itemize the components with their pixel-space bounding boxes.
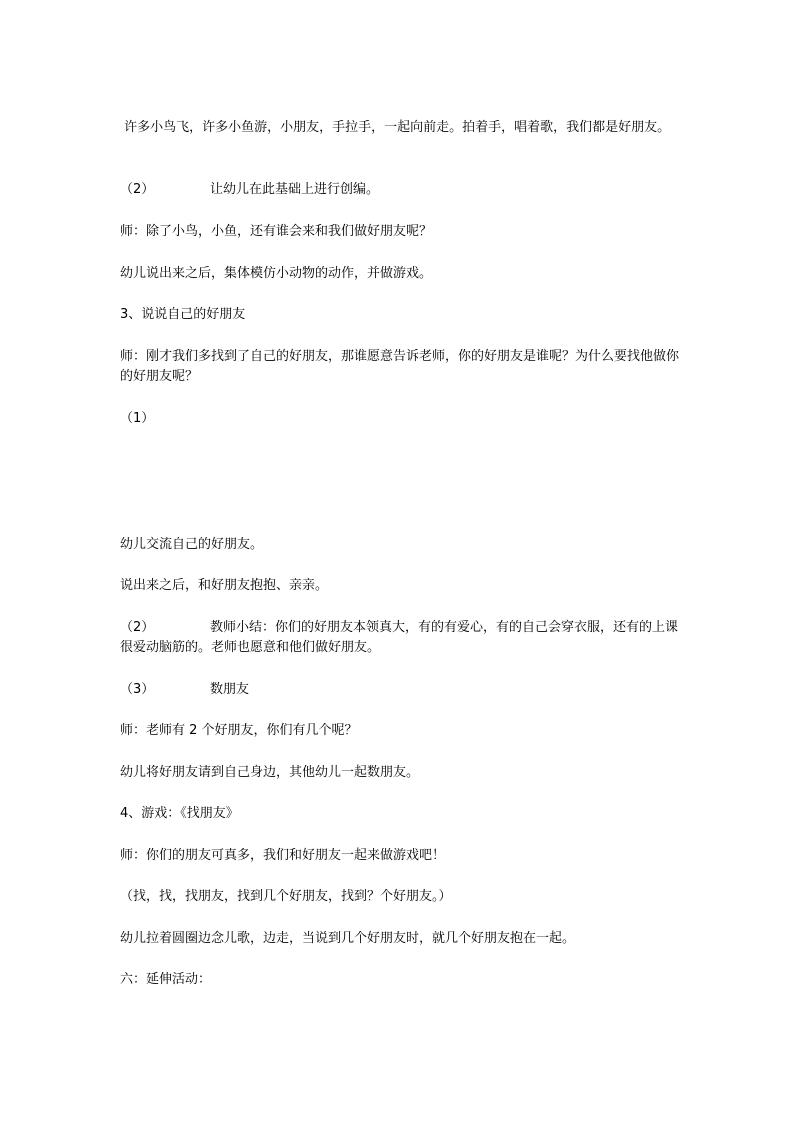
paragraph-children-imitate: 幼儿说出来之后，集体模仿小动物的动作，并做游戏。	[120, 266, 433, 281]
paragraph-song-find-friends: （找，找，找朋友，找到几个好朋友，找到？个好朋友。）	[120, 889, 452, 904]
section-heading-6: 六：延伸活动：	[120, 972, 212, 987]
paragraph-hug: 说出来之后，和好朋友抱抱、亲亲。	[120, 578, 329, 593]
item-text: 教师小结：你们的好朋友本领真大，有的有爱心，有的自己会穿衣服，还有的上课很爱动脑筋的。老师也愿意和他们做好朋友。	[120, 620, 679, 655]
item-number: （3）	[120, 682, 155, 697]
paragraph-teacher-question-2: 师：刚才我们多找到了自己的好朋友，那谁愿意告诉老师，你的好朋友是谁呢？为什么要找他做你的好朋友呢？	[120, 349, 680, 384]
paragraph-step-2-summary	[120, 618, 680, 658]
paragraph-step-2-create	[120, 180, 680, 200]
paragraph-song-lyrics: 许多小鸟飞，许多小鱼游，小朋友，手拉手，一起向前走。拍着手，唱着歌，我们都是好朋友。	[120, 120, 671, 135]
item-number: （2）	[120, 620, 155, 635]
paragraph-game-rules: 幼儿拉着圆圈边念儿歌，边走，当说到几个好朋友时，就几个好朋友抱在一起。	[120, 931, 576, 946]
paragraph-teacher-question-1: 师：除了小鸟，小鱼，还有谁会来和我们做好朋友呢？	[120, 224, 433, 239]
paragraph-teacher-question-3: 师：老师有 2 个好朋友，你们有几个呢？	[120, 723, 358, 738]
paragraph-step-3-count	[120, 680, 680, 700]
paragraph-item-1: （1）	[120, 411, 155, 426]
section-heading-3: 3、说说自己的好朋友	[120, 307, 246, 322]
paragraph-children-count: 幼儿将好朋友请到自己身边，其他幼儿一起数朋友。	[120, 765, 420, 780]
paragraph-teacher-game: 师：你们的朋友可真多，我们和好朋友一起来做游戏吧！	[120, 848, 446, 863]
paragraph-children-share: 幼儿交流自己的好朋友。	[120, 537, 264, 552]
item-text: 数朋友	[210, 682, 250, 697]
item-number: （2）	[120, 182, 155, 197]
item-text: 让幼儿在此基础上进行创编。	[210, 182, 380, 197]
section-heading-4: 4、游戏：《找朋友》	[120, 806, 239, 821]
